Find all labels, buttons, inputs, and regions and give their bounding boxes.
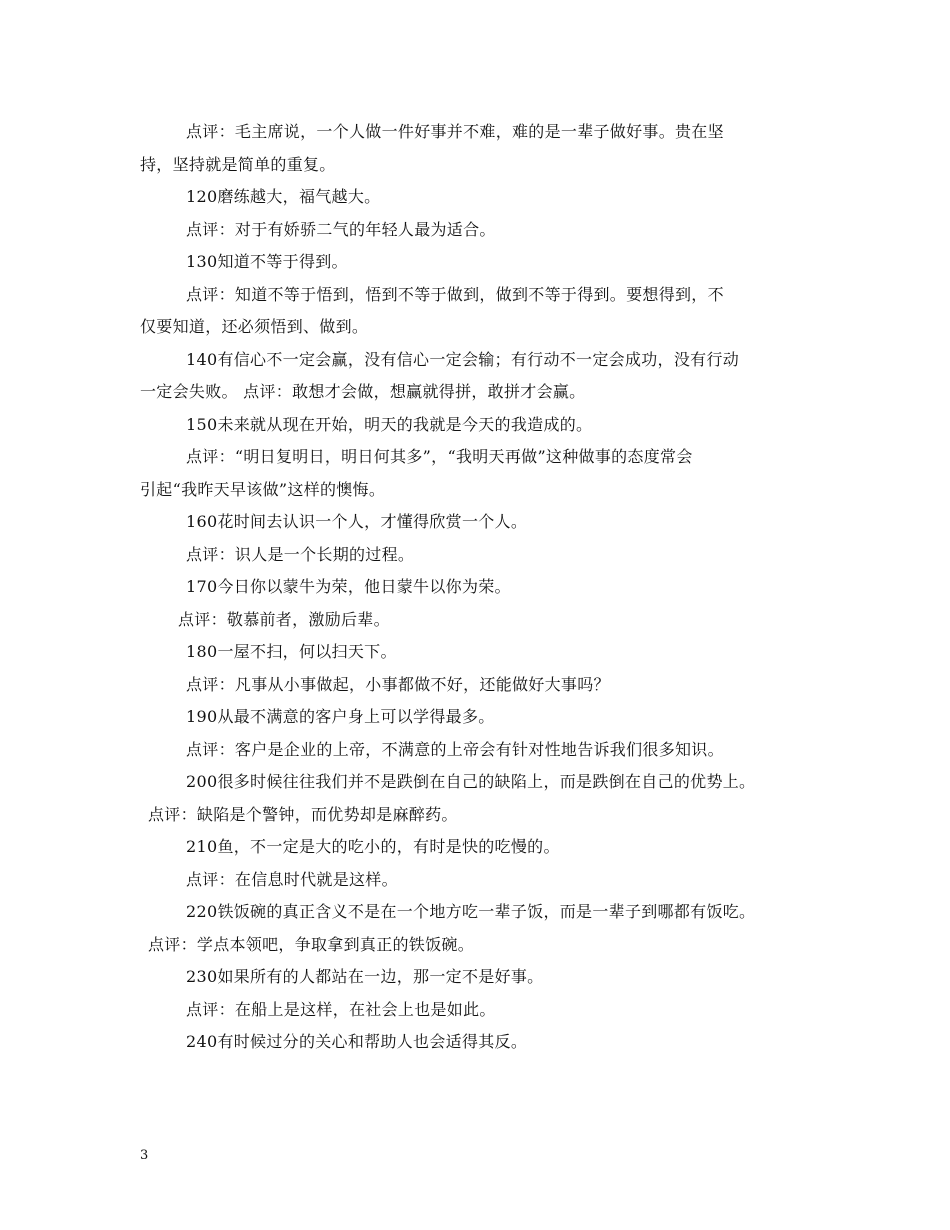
quote-line: 150未来就从现在开始，明天的我就是今天的我造成的。 xyxy=(186,414,593,434)
quote-paragraph-line: 140有信心不一定会赢，没有信心一定会输；有行动不一定会成功，没有行动 xyxy=(186,349,740,369)
comment-paragraph-line: 持，坚持就是简单的重复。 xyxy=(140,154,336,174)
quote-line: 240有时候过分的关心和帮助人也会适得其反。 xyxy=(186,1032,528,1051)
comment-line: 点评：敬慕前者，激励后辈。 xyxy=(178,609,390,629)
quote-line: 210鱼，不一定是大的吃小的，有时是快的吃慢的。 xyxy=(186,837,560,856)
quote-line: 230如果所有的人都站在一边，那一定不是好事。 xyxy=(186,967,544,986)
quote-line: 180一屋不扫，何以扫天下。 xyxy=(186,642,397,661)
comment-line: 点评：学点本领吧，争取拿到真正的铁饭碗。 xyxy=(148,934,475,954)
comment-line: 点评：在信息时代就是这样。 xyxy=(186,869,398,889)
quote-line: 170今日你以蒙牛为荣，他日蒙牛以你为荣。 xyxy=(186,577,511,596)
quote-line: 120磨练越大，福气越大。 xyxy=(186,187,381,206)
quote-line: 220铁饭碗的真正含义不是在一个地方吃一辈子饭，而是一辈子到哪都有饭吃。 xyxy=(186,902,756,921)
quote-line: 200很多时候往往我们并不是跌倒在自己的缺陷上，而是跌倒在自己的优势上。 xyxy=(186,772,756,791)
comment-line: 点评：缺陷是个警钟，而优势却是麻醉药。 xyxy=(148,804,458,824)
page-body xyxy=(140,116,840,1059)
comment-line: 点评：识人是一个长期的过程。 xyxy=(186,544,415,564)
comment-paragraph-line: 引起“我昨天早该做”这样的懊悔。 xyxy=(140,479,386,499)
comment-paragraph-line: 点评：毛主席说，一个人做一件好事并不难，难的是一辈子做好事。贵在坚 xyxy=(186,122,724,141)
comment-paragraph-line: 点评：知道不等于悟到，悟到不等于做到，做到不等于得到。要想得到，不 xyxy=(186,284,724,304)
comment-line: 点评：在船上是这样，在社会上也是如此。 xyxy=(186,999,496,1019)
comment-line: 点评：凡事从小事做起，小事都做不好，还能做好大事吗？ xyxy=(186,674,610,694)
comment-paragraph-line: 仅要知道，还必须悟到、做到。 xyxy=(140,317,369,336)
quote-line: 130知道不等于得到。 xyxy=(186,252,348,271)
quote-line: 190从最不满意的客户身上可以学得最多。 xyxy=(186,707,495,726)
quote-line: 160花时间去认识一个人，才懂得欣赏一个人。 xyxy=(186,512,528,531)
quote-paragraph-line: 一定会失败。 点评：敢想才会做，想赢就得拼，敢拼才会赢。 xyxy=(140,382,586,401)
page-number: 3 xyxy=(140,1148,149,1163)
comment-line: 点评：客户是企业的上帝，不满意的上帝会有针对性地告诉我们很多知识。 xyxy=(186,739,724,759)
comment-paragraph-line: 点评：“明日复明日，明日何其多”，“我明天再做”这种做事的态度常会 xyxy=(186,447,693,466)
comment-line: 点评：对于有娇骄二气的年轻人最为适合。 xyxy=(186,219,496,239)
